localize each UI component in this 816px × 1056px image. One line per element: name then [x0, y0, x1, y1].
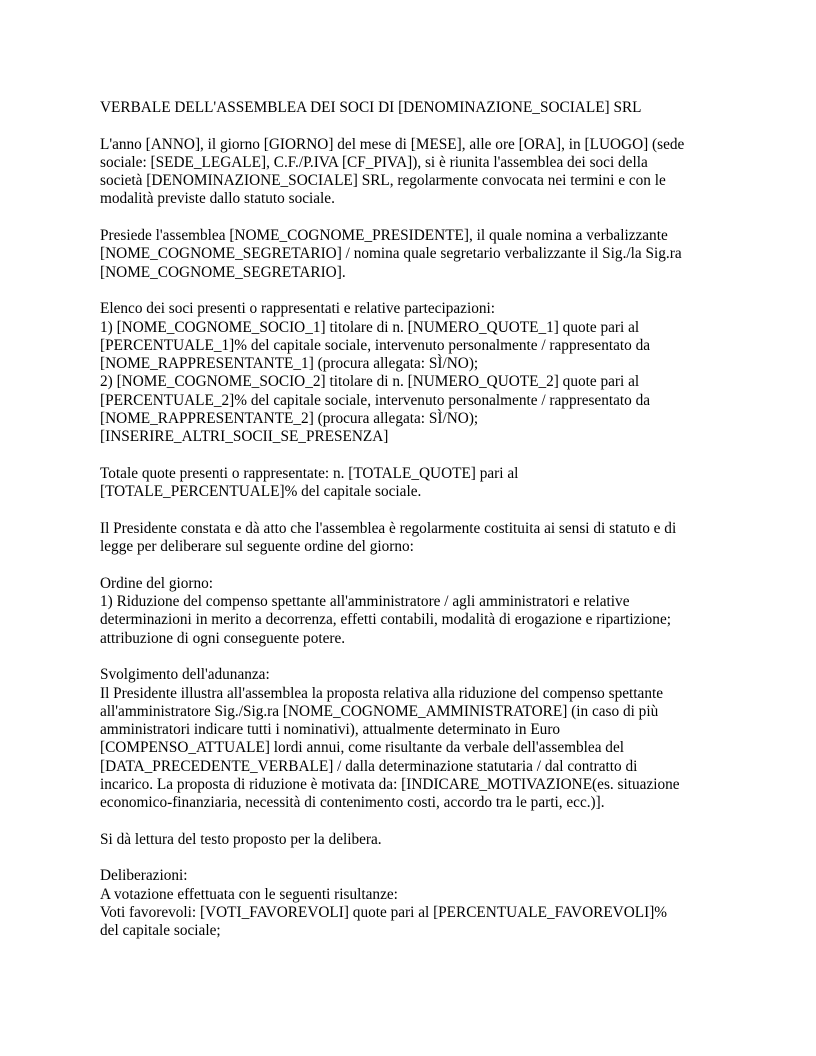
- paragraph: [100, 520, 716, 557]
- paragraph: [100, 136, 716, 209]
- text-line: determinazioni in merito a decorrenza, effetti contabili, modalità di erogazione e ripartizione;: [100, 611, 671, 629]
- text-line: sociale: [SEDE_LEGALE], C.F./P.IVA [CF_PIVA]), si è riunita l'assemblea dei soci della: [100, 153, 648, 171]
- text-line: legge per deliberare sul seguente ordine del giorno:: [100, 538, 414, 556]
- text-line: [INSERIRE_ALTRI_SOCII_SE_PRESENZA]: [100, 428, 389, 446]
- text-line: [NOME_RAPPRESENTANTE_1] (procura allegata: SÌ/NO);: [100, 355, 479, 373]
- text-line: [COMPENSO_ATTUALE] lordi annui, come risultante da verbale dell'assemblea del: [100, 739, 624, 757]
- text-line: [NOME_RAPPRESENTANTE_2] (procura allegata: SÌ/NO);: [100, 410, 479, 428]
- text-line: Totale quote presenti o rappresentate: n. [TOTALE_QUOTE] pari al: [100, 464, 519, 482]
- text-line: [TOTALE_PERCENTUALE]% del capitale sociale.: [100, 483, 422, 501]
- text-line: economico-finanziaria, necessità di contenimento costi, accordo tra le parti, ecc.)].: [100, 794, 605, 812]
- text-line: Il Presidente constata e dà atto che l'assemblea è regolarmente costituita ai sensi di statuto e di: [100, 519, 677, 537]
- text-line: società [DENOMINAZIONE_SOCIALE] SRL, regolarmente convocata nei termini e con le: [100, 172, 666, 190]
- paragraph: [100, 227, 716, 282]
- text-line: Voti favorevoli: [VOTI_FAVOREVOLI] quote pari al [PERCENTUALE_FAVOREVOLI]%: [100, 904, 668, 922]
- text-line: Ordine del giorno:: [100, 574, 214, 592]
- text-line: Svolgimento dell'adunanza:: [100, 666, 270, 684]
- paragraph: [100, 867, 716, 940]
- text-line: 2) [NOME_COGNOME_SOCIO_2] titolare di n. [NUMERO_QUOTE_2] quote pari al: [100, 373, 640, 391]
- text-line: L'anno [ANNO], il giorno [GIORNO] del mese di [MESE], alle ore [ORA], in [LUOGO] (sede: [100, 135, 685, 153]
- text-line: 1) Riduzione del compenso spettante all'amministratore / agli amministratori e relative: [100, 593, 630, 611]
- text-line: Deliberazioni:: [100, 867, 188, 885]
- text-line: 1) [NOME_COGNOME_SOCIO_1] titolare di n. [NUMERO_QUOTE_1] quote pari al: [100, 318, 640, 336]
- text-line: del capitale sociale;: [100, 922, 221, 940]
- text-line: amministratori indicare tutti i nominativi), attualmente determinato in Euro: [100, 721, 561, 739]
- text-line: [DATA_PRECEDENTE_VERBALE] / dalla determinazione statutaria / dal contratto di: [100, 757, 638, 775]
- text-line: incarico. La proposta di riduzione è motivata da: [INDICARE_MOTIVAZIONE(es. situazione: [100, 775, 680, 793]
- paragraph: [100, 666, 716, 812]
- document-title: VERBALE DELL'ASSEMBLEA DEI SOCI DI [DENOMINAZIONE_SOCIALE] SRL: [100, 99, 642, 116]
- text-line: [PERCENTUALE_2]% del capitale sociale, intervenuto personalmente / rappresentato da: [100, 391, 651, 409]
- text-line: [NOME_COGNOME_SEGRETARIO].: [100, 263, 346, 281]
- paragraph: [100, 300, 716, 446]
- text-line: [PERCENTUALE_1]% del capitale sociale, intervenuto personalmente / rappresentato da: [100, 336, 651, 354]
- text-line: Elenco dei soci presenti o rappresentati e relative partecipazioni:: [100, 300, 495, 318]
- text-line: Si dà lettura del testo proposto per la delibera.: [100, 830, 382, 848]
- text-line: Il Presidente illustra all'assemblea la proposta relativa alla riduzione del compenso spettante: [100, 684, 664, 702]
- paragraph: [100, 831, 716, 849]
- text-line: [NOME_COGNOME_SEGRETARIO] / nomina quale segretario verbalizzante il Sig./la Sig.ra: [100, 245, 682, 263]
- text-line: modalità previste dallo statuto sociale.: [100, 190, 335, 208]
- text-line: Presiede l'assemblea [NOME_COGNOME_PRESIDENTE], il quale nomina a verbalizzante: [100, 227, 668, 245]
- text-line: attribuzione di ogni conseguente potere.: [100, 629, 346, 647]
- document-body: [100, 136, 716, 941]
- text-line: A votazione effettuata con le seguenti risultanze:: [100, 885, 398, 903]
- paragraph: [100, 575, 716, 648]
- paragraph: [100, 465, 716, 502]
- text-line: all'amministratore Sig./Sig.ra [NOME_COGNOME_AMMINISTRATORE] (in caso di più: [100, 702, 659, 720]
